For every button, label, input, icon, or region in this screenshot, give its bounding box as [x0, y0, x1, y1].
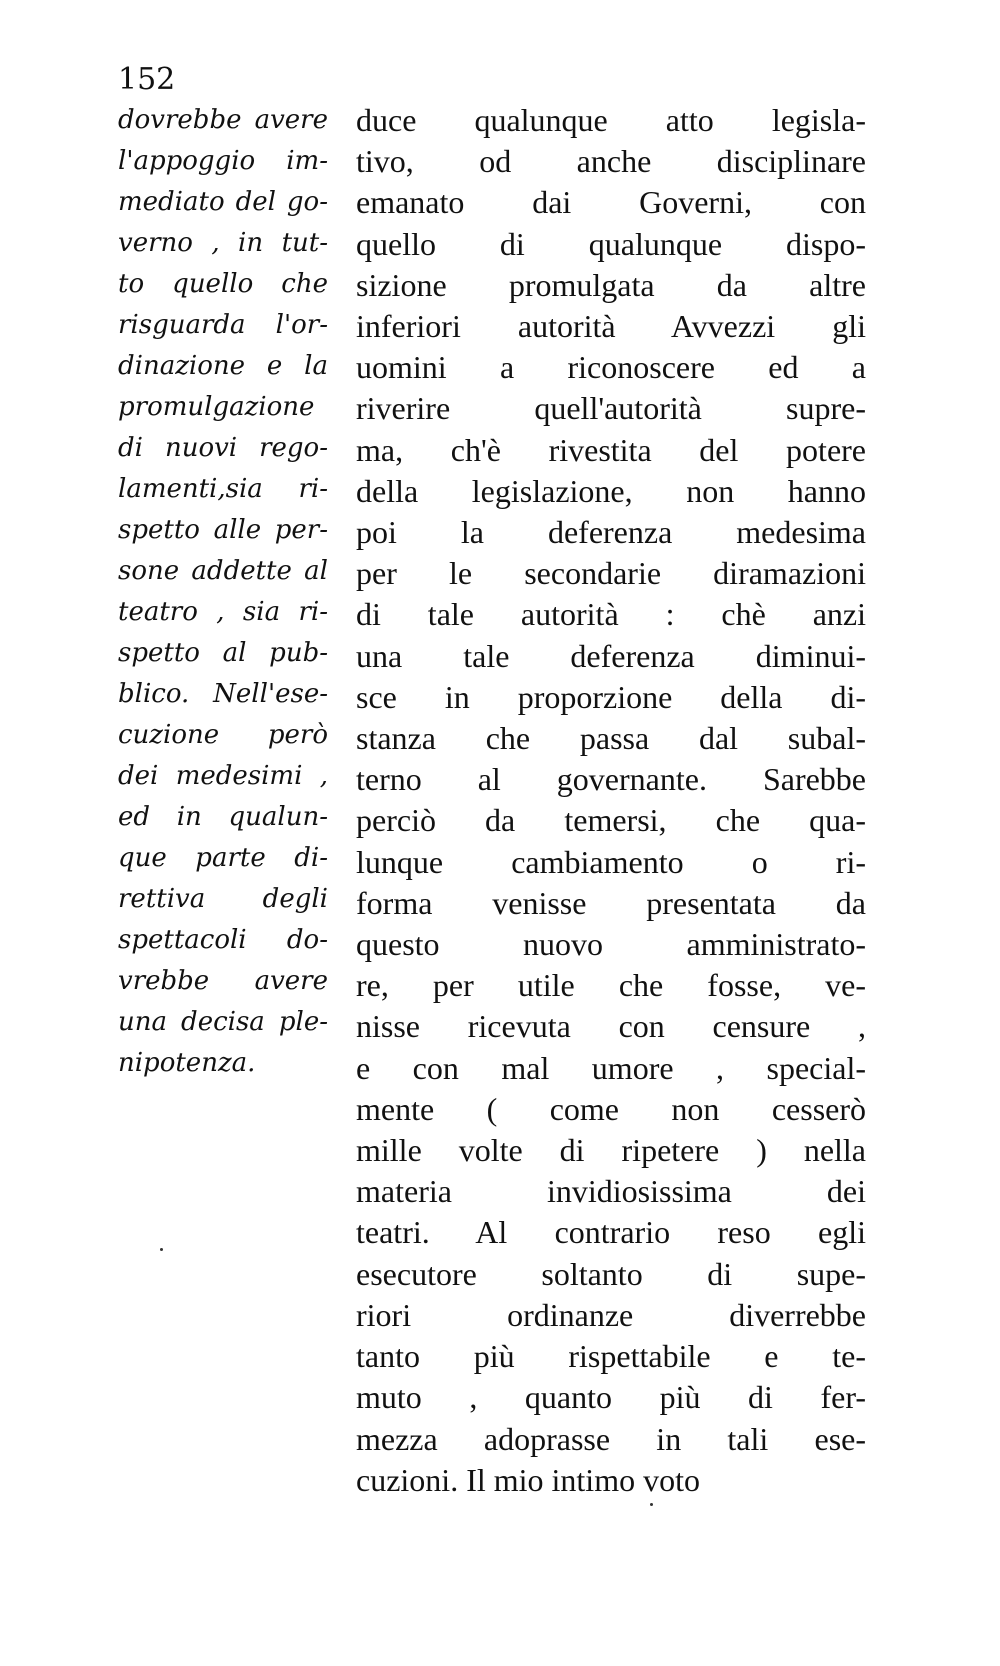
marginal-note-line: verno , in tut- [118, 228, 328, 258]
text-line: mille volte di ripetere ) nella [356, 1132, 866, 1169]
marginal-note-line: ed in qualun- [118, 802, 328, 832]
marginal-note-line: di nuovi rego- [118, 433, 328, 463]
marginal-note-line: blico. Nell'ese- [118, 679, 328, 709]
marginal-note-column [118, 100, 328, 1084]
marginal-note-line: mediato del go- [118, 187, 328, 217]
marginal-note-line: spettacoli do- [118, 925, 328, 955]
text-line: duce qualunque atto legisla- [356, 102, 866, 138]
text-line: ma, ch'è rivestita del potere [356, 431, 866, 468]
marginal-note-line: lamenti,sia ri- [118, 474, 328, 504]
text-line: riverire quell'autorità supre- [356, 390, 866, 427]
text-line: mezza adoprasse in tali ese- [356, 1420, 866, 1457]
marginal-note-line: to quello che [118, 269, 328, 299]
text-line: questo nuovo amministrato- [356, 926, 866, 963]
text-line: per le secondarie diramazioni [356, 555, 866, 592]
text-line: cuzioni. Il mio intimo voto [356, 1461, 700, 1498]
marginal-note-line: dei medesimi , [118, 761, 328, 791]
page-number: 152 [118, 62, 176, 97]
marginal-note-line: spetto alle per- [118, 515, 328, 545]
marginal-note-line: dovrebbe avere [118, 105, 328, 135]
text-line: forma venisse presentata da [356, 884, 866, 921]
text-line: poi la deferenza medesima [356, 514, 866, 551]
main-text-column [356, 100, 866, 1501]
text-line: tivo, od anche disciplinare [356, 143, 866, 180]
text-line: di tale autorità : chè anzi [356, 596, 866, 633]
text-line: mente ( come non cesserò [356, 1090, 866, 1127]
text-line: tanto più rispettabile e te- [356, 1338, 866, 1375]
text-line: materia invidiosissima dei [356, 1173, 866, 1210]
marginal-note-line: promulgazione [118, 392, 315, 422]
text-line: e con mal umore , special- [356, 1049, 866, 1086]
text-line: una tale deferenza diminui- [356, 637, 866, 674]
print-speck [650, 1503, 653, 1506]
marginal-note-line: cuzione però [118, 720, 328, 750]
text-line: sizione promulgata da altre [356, 266, 866, 303]
text-line: emanato dai Governi, con [356, 184, 866, 221]
marginal-note-line: teatro , sia ri- [118, 597, 328, 627]
text-line: lunque cambiamento o ri- [356, 843, 866, 880]
marginal-note-line: nipotenza. [118, 1048, 256, 1078]
marginal-note-line: sone addette al [118, 556, 328, 586]
marginal-note-line: vrebbe avere [118, 966, 328, 996]
text-line: muto , quanto più di fer- [356, 1379, 866, 1416]
text-line: re, per utile che fosse, ve- [356, 967, 866, 1004]
text-line: della legislazione, non hanno [356, 472, 866, 509]
marginal-note-line: rettiva degli [118, 884, 328, 914]
text-line: sce in proporzione della di- [356, 678, 866, 715]
text-line: inferiori autorità Avvezzi gli [356, 308, 866, 345]
marginal-note-line: que parte di- [118, 843, 328, 873]
text-line: esecutore soltanto di supe- [356, 1255, 866, 1292]
text-line: stanza che passa dal subal- [356, 720, 866, 757]
text-line: quello di qualunque dispo- [356, 225, 866, 262]
text-line: nisse ricevuta con censure , [356, 1008, 866, 1045]
text-line: riori ordinanze diverrebbe [356, 1296, 866, 1333]
text-line: teatri. Al contrario reso egli [356, 1214, 866, 1251]
text-line: uomini a riconoscere ed a [356, 349, 866, 386]
marginal-note-line: l'appoggio im- [118, 146, 328, 176]
print-speck [160, 1248, 163, 1251]
marginal-note-line: una decisa ple- [118, 1007, 328, 1037]
marginal-note-line: spetto al pub- [118, 638, 328, 668]
marginal-note-line: risguarda l'or- [118, 310, 328, 340]
text-line: terno al governante. Sarebbe [356, 761, 866, 798]
marginal-note-line: dinazione e la [118, 351, 328, 381]
text-line: perciò da temersi, che qua- [356, 802, 866, 839]
